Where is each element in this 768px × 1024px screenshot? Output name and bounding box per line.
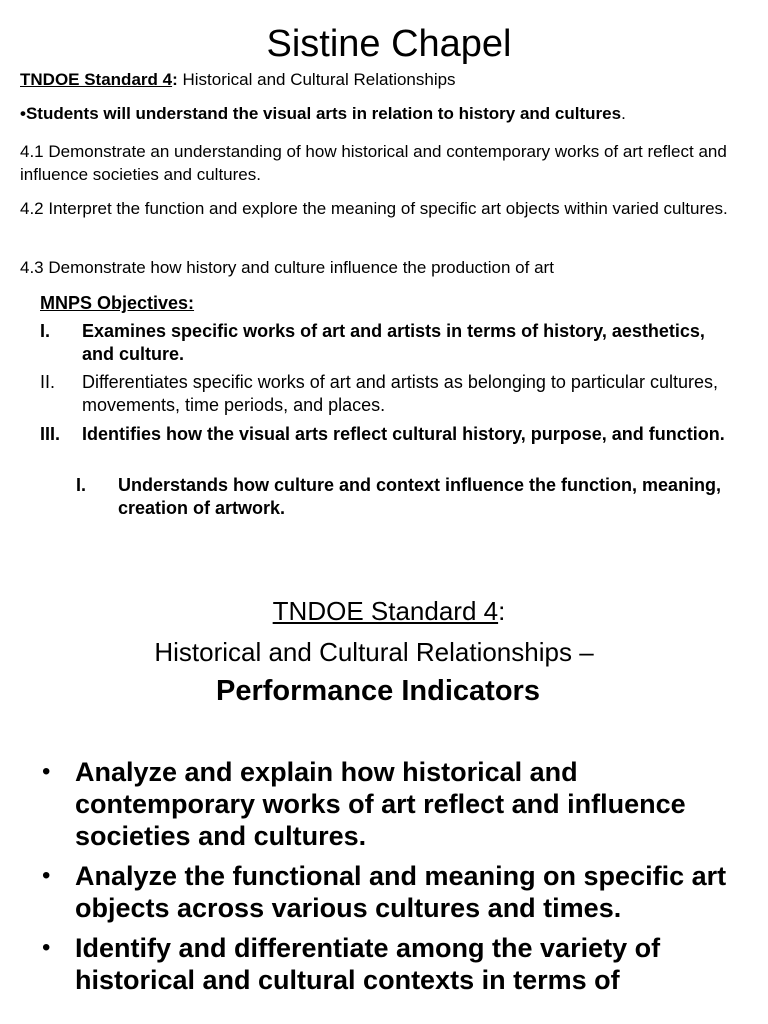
objective-item	[40, 371, 730, 417]
bullet-glyph: •	[42, 862, 51, 889]
section-standard-label: TNDOE Standard 4	[272, 596, 499, 626]
list-item	[42, 860, 742, 924]
understanding-text: •Students will understand the visual arts in relation to history and cultures	[20, 104, 622, 123]
objective-text: Identifies how the visual arts reflect cultural history, purpose, and function.	[82, 424, 725, 444]
indicator-text: Analyze and explain how historical and contemporary works of art reflect and influence societies and cultures.	[75, 757, 686, 851]
indicator-text: Analyze the functional and meaning on specific art objects across various cultures and times.	[75, 861, 727, 923]
section-subtitle: Historical and Cultural Relationships –	[154, 637, 594, 667]
understanding-period: .	[621, 104, 626, 123]
standard-colon: :	[172, 70, 178, 89]
standard-item-4-1: 4.1 Demonstrate an understanding of how historical and contemporary works of art reflect and influence societies and cultures.	[20, 142, 727, 184]
bullet-glyph: •	[42, 934, 51, 961]
objective-item	[40, 320, 730, 366]
objective-subitem	[76, 474, 736, 520]
performance-indicator-list	[42, 756, 742, 1004]
performance-indicators-heading: Performance Indicators	[216, 675, 540, 707]
standard-label: TNDOE Standard 4	[20, 70, 173, 89]
understanding-statement	[20, 104, 626, 124]
objective-numeral: II.	[40, 372, 56, 392]
standard-line	[20, 70, 456, 90]
standard-item-4-2: 4.2 Interpret the function and explore the meaning of specific art objects within varied cultures.	[20, 199, 728, 218]
objective-numeral: I.	[76, 475, 87, 495]
objective-numeral: I.	[40, 321, 51, 341]
mnps-objectives-heading: MNPS Objectives:	[40, 293, 195, 313]
bullet-glyph: •	[42, 758, 51, 785]
objective-text: Examines specific works of art and artists in terms of history, aesthetics, and culture.	[82, 321, 705, 364]
standard-item-4-3: 4.3 Demonstrate how history and culture influence the production of art	[20, 258, 554, 277]
page-title: Sistine Chapel	[266, 23, 512, 65]
objective-text: Understands how culture and context influence the function, meaning, creation of artwork.	[118, 475, 722, 518]
standard-name: Historical and Cultural Relationships	[177, 70, 456, 89]
list-item	[42, 756, 742, 852]
list-item	[42, 932, 742, 996]
section-standard-colon: :	[498, 596, 506, 626]
indicator-text: Identify and differentiate among the variety of historical and cultural contexts in terms of	[75, 933, 661, 995]
section-standard-heading	[0, 595, 768, 627]
objective-text: Differentiates specific works of art and artists as belonging to particular cultures, movements, time periods, and places.	[82, 372, 718, 415]
objective-item	[40, 423, 730, 446]
objective-numeral: III.	[40, 424, 61, 444]
